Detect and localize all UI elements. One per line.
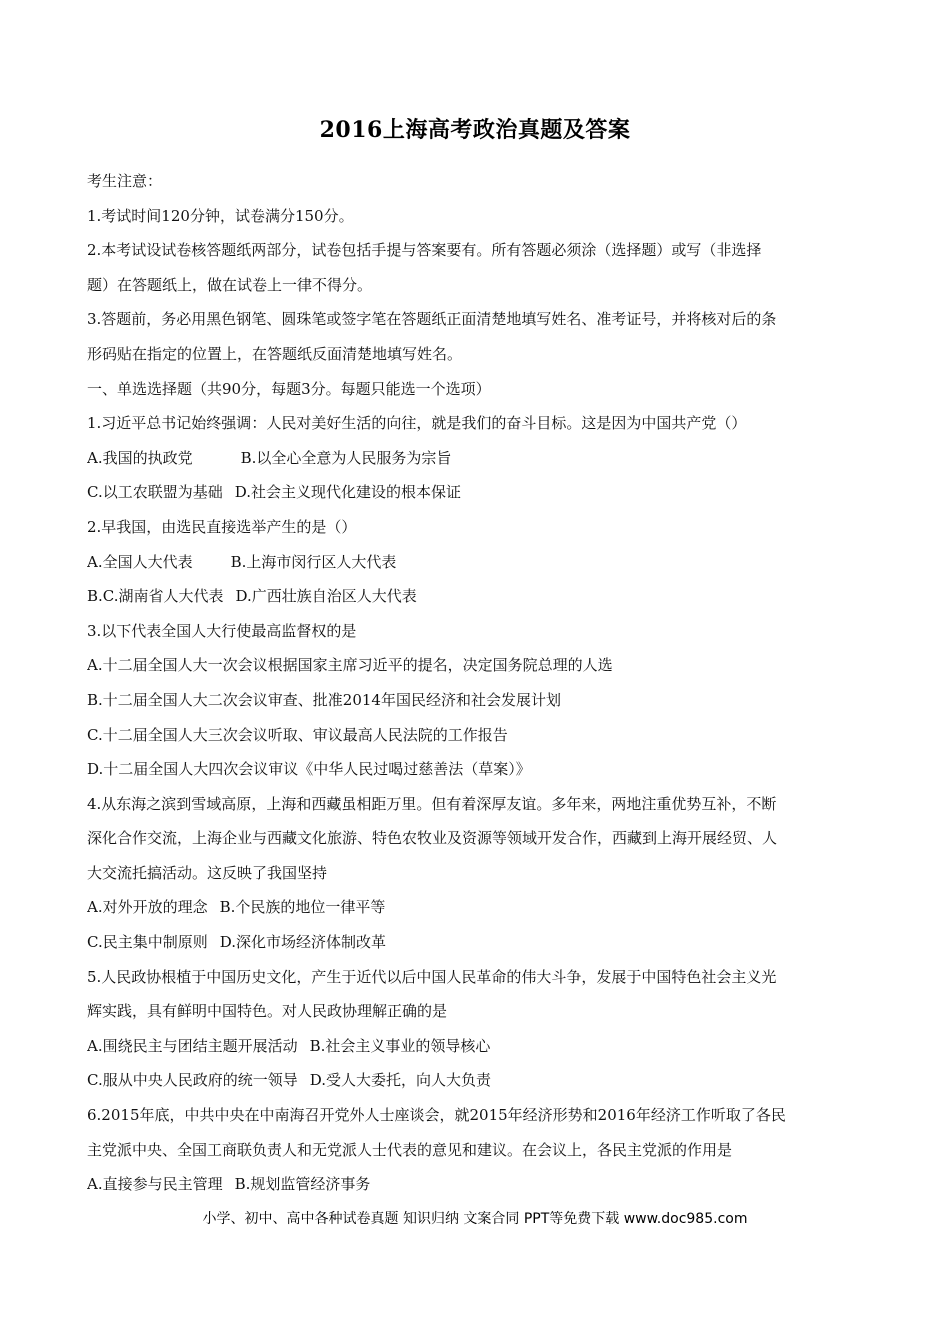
option-b: B.十二届全国人大二次会议审查、批准2014年国民经济和社会发展计划 <box>87 690 561 709</box>
option-a: A.对外开放的理念 <box>87 898 208 917</box>
question-4-options-ab <box>87 890 867 925</box>
question-2-stem: 2.早我国，由选民直接选举产生的是（） <box>87 517 357 536</box>
question-4-options-cd <box>87 925 867 960</box>
notice-heading: 考生注意： <box>87 172 163 190</box>
notice-item-3-line-2: 形码贴在指定的位置上，在答题纸反面清楚地填写姓名。 <box>87 344 463 363</box>
page-title: 2016上海高考政治真题及答案 <box>319 117 631 143</box>
option-d: D.十二届全国人大四次会议审议《中华人民过喝过慈善法（草案）》 <box>87 760 531 779</box>
section-heading: 一、单选选择题（共90分，每题3分。每题只能选一个选项） <box>87 379 491 398</box>
question-4-stem-line-3: 大交流托搞活动。这反映了我国坚持 <box>87 863 328 882</box>
option-d: D.受人大委托，向人大负责 <box>309 1071 491 1090</box>
option-b: B.以全心全意为人民服务为宗旨 <box>240 448 452 467</box>
question-2-options-cd <box>87 579 867 614</box>
option-d: D.社会主义现代化建设的根本保证 <box>234 483 461 502</box>
document-body <box>87 164 867 1202</box>
option-b: B.上海市闵行区人大代表 <box>230 552 397 571</box>
option-b: B.个民族的地位一律平等 <box>219 898 386 917</box>
question-4-stem-line-1: 4.从东海之滨到雪域高原，上海和西藏虽相距万里。但有着深厚友谊。多年来，两地注重优势互补，不断 <box>87 794 777 813</box>
question-5-options-cd <box>87 1063 867 1098</box>
question-2-options-ab <box>87 545 867 580</box>
question-4-stem-line-2: 深化合作交流，上海企业与西藏文化旅游、特色农牧业及资源等领域开发合作，西藏到上海开展经贸、人 <box>87 829 778 848</box>
option-c: C.服从中央人民政府的统一领导 <box>87 1071 298 1090</box>
question-5-stem-line-1: 5.人民政协根植于中国历史文化，产生于近代以后中国人民革命的伟大斗争，发展于中国特色社会主义光 <box>87 967 777 986</box>
notice-item-2-line-1: 2.本考试设试卷核答题纸两部分，试卷包括手提与答案要有。所有答题必须涂（选择题）或写（非选择 <box>87 241 762 260</box>
question-1-options-ab <box>87 441 867 476</box>
option-a: A.全国人大代表 <box>87 552 193 571</box>
question-3-stem: 3.以下代表全国人大行使最高监督权的是 <box>87 621 357 640</box>
question-1-stem: 1.习近平总书记始终强调：人民对美好生活的向往，就是我们的奋斗目标。这是因为中国共产党（） <box>87 414 747 433</box>
option-c: C.民主集中制原则 <box>87 933 208 952</box>
option-c: C.以工农联盟为基础 <box>87 483 223 502</box>
question-6-options-ab <box>87 1167 867 1202</box>
option-b: B.规划监管经济事务 <box>234 1175 371 1194</box>
question-5-options-ab <box>87 1029 867 1064</box>
option-d: D.深化市场经济体制改革 <box>219 933 386 952</box>
question-5-stem-line-2: 辉实践，具有鲜明中国特色。对人民政协理解正确的是 <box>87 1002 448 1021</box>
question-6-stem-line-1: 6.2015年底，中共中央在中南海召开党外人士座谈会，就2015年经济形势和2016年经济工作听取了各民 <box>87 1106 786 1125</box>
option-c: B.C.湖南省人大代表 <box>87 587 224 606</box>
option-b: B.社会主义事业的领导核心 <box>309 1036 491 1055</box>
option-c: C.十二届全国人大三次会议听取、审议最高人民法院的工作报告 <box>87 725 508 744</box>
notice-item-3-line-1: 3.答题前，务必用黑色钢笔、圆珠笔或签字笔在答题纸正面清楚地填写姓名、准考证号，并将核对后的条 <box>87 310 777 329</box>
question-6-stem-line-2: 主党派中央、全国工商联负责人和无党派人士代表的意见和建议。在会议上，各民主党派的作用是 <box>87 1140 733 1159</box>
option-a: A.围绕民主与团结主题开展活动 <box>87 1036 298 1055</box>
option-a: A.十二届全国人大一次会议根据国家主席习近平的提名，决定国务院总理的人选 <box>87 656 613 675</box>
option-a: A.我国的执政党 <box>87 448 193 467</box>
option-a: A.直接参与民主管理 <box>87 1175 223 1194</box>
option-d: D.广西壮族自治区人大代表 <box>235 587 417 606</box>
notice-item-1: 1.考试时间120分钟，试卷满分150分。 <box>87 206 354 225</box>
footer-text: 小学、初中、高中各种试卷真题 知识归纳 文案合同 PPT等免费下载 www.doc985.com <box>202 1211 748 1227</box>
notice-item-2-line-2: 题）在答题纸上，做在试卷上一律不得分。 <box>87 275 373 294</box>
question-1-options-cd <box>87 475 867 510</box>
